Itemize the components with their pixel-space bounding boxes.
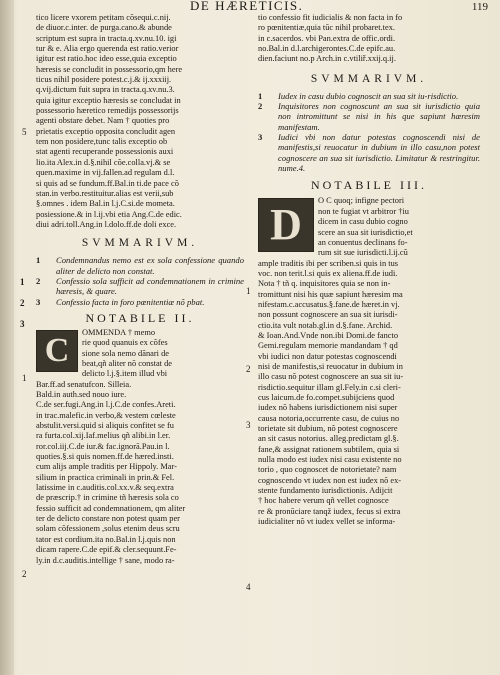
summary-item: [258, 132, 480, 173]
text-line: silium in practica criminali in prin.& Fel.: [36, 472, 175, 482]
left-body-text: [36, 13, 244, 230]
right-body-text: [258, 13, 480, 65]
text-line: an conuentus declinans fo-: [318, 237, 408, 247]
text-line: scere an sua sit iurisdictio,et: [318, 227, 413, 237]
summary-item-number: 1: [258, 90, 263, 101]
text-line: hæresis se concludit in possessorio,qm here: [36, 64, 183, 74]
text-line: ly.in d.c.auditis.intellige † sane, modo ra-: [36, 555, 175, 565]
margin-note-number: 4: [246, 582, 251, 592]
text-line: causa notoria,occurrente casu, de cuius no: [258, 413, 400, 423]
text-line: re & pronūciare tanqž iudex, fecus si extra: [258, 506, 401, 516]
summary-item-text: Inquisitores non cognoscunt an sua sit iurisdictio quia non intromittunt se nisi in his que sapiunt hæresim manifestam.: [278, 101, 480, 132]
text-line: cus laicum.de fo.compet.subijciens quod: [258, 393, 395, 402]
text-line: OMMENDA † memo: [82, 327, 156, 337]
text-line: rum sit sue iurisdicti.l.ij.cũ: [318, 248, 408, 258]
text-line: torio , quo cognoscet de notorietate? nam: [258, 465, 397, 475]
text-line: §.omnes . idem Bal.in l.j.C.si.de mometa.: [36, 199, 175, 209]
summary-list: [258, 91, 480, 174]
text-line: posiessione.& in l.ij.vbi etia Ang.C.de edic.: [36, 209, 182, 219]
text-line: rie quod quanuis ex cõfes: [82, 338, 168, 348]
running-title: DE HÆRETICIS.: [190, 0, 304, 13]
text-line: & Ioan.And.Vnde non.ibi Domi.de fancto: [258, 330, 399, 340]
text-line: de præscrip.† in crimine tñ hæresis sola co: [36, 493, 179, 503]
margin-note-number: 3: [246, 420, 251, 430]
text-line: ctio.ita vult notab.gl.in d.§.fane. Archid.: [258, 320, 393, 330]
text-line: ra furta.col.xij.Iaf.melius qñ alibi.in l.er.: [36, 431, 171, 441]
text-line: si quis ad se fundum.ff.Bal.in ti.de pace cõ: [36, 178, 179, 188]
text-line: torietate sit dubium, nõ potest cognoscere: [258, 424, 398, 434]
text-line: agenti obstare debet. Nam † quoties pro: [36, 116, 170, 126]
text-line: tico licere vxorem petitam cõsequi.c.nij.: [36, 13, 171, 22]
summary-item-text: Condemnandus nemo est ex sola confessione quando aliter de delicto non constat.: [56, 255, 244, 276]
text-line: non possunt cognoscere an sua sit iurisdi-: [258, 310, 398, 320]
text-line: quen.maxime in vij.fallen.ad regulam d.l.: [36, 168, 175, 178]
summary-item: [36, 276, 244, 297]
summary-list: [36, 255, 244, 307]
text-line: tromittunt nisi his quæ sapiunt hæresim ma: [258, 289, 403, 299]
text-line: ticus nihil posidere potest.c.j.& ij.xxxiij.: [36, 75, 172, 85]
notabile-heading: NOTABILE III.: [310, 178, 427, 193]
summary-marker: 2: [20, 298, 25, 308]
text-line: Bar.ff.ad senatufcon. Silleia.: [36, 379, 132, 389]
summary-item: [258, 101, 480, 132]
text-line: in c.sacerdos. vbi Pan.extra de offic.ordi.: [258, 33, 396, 43]
text-line: stan.in verbo.restituitur.alias est verii,sub: [36, 188, 174, 198]
text-line: fane,& assignat rationem subtilem, quia si: [258, 444, 400, 454]
margin-note-number: 5: [22, 127, 27, 137]
summary-item-number: 3: [36, 296, 41, 307]
summary-item: [258, 91, 480, 101]
margin-note-number: 2: [22, 569, 27, 579]
summary-item-text: Iudici vbi non datur potestas cognoscendi nisi de manifestis,si reuocatur in dubium in illo casu,non potest cognoscere an sua sit iurisdictio. Limitatur & restringitur. nume.4.: [278, 132, 480, 174]
text-line: cognoscendo vt iudex non est iudex nõ ex-: [258, 475, 402, 485]
notabile-body: [258, 196, 480, 527]
text-line: solam cõfessionem ,solus etenim deus scru: [36, 524, 180, 534]
text-line: tem non posidere,tunc talis exceptio ob: [36, 137, 168, 147]
page-number: 119: [471, 1, 488, 13]
decorated-initial: [258, 198, 314, 252]
text-line: stente fundamento iurisdictionis. Adijcit: [258, 486, 393, 496]
right-column: [258, 13, 480, 527]
text-line: an sit casus notorius. alleg.predictam gl.§.: [258, 434, 399, 444]
text-line: abstulit.versi.quid si aliquis confitet se fu: [36, 421, 174, 431]
initial-letter: D: [270, 200, 302, 250]
text-line: dicem in casu dubio cogno: [318, 217, 408, 227]
text-line: q.vij.dictum fuit supra in tracta.q.xv.nu.3.: [36, 85, 175, 95]
summary-marker: 1: [20, 277, 25, 287]
summary-heading: SVMMARIVM.: [310, 72, 428, 85]
summary-item: [36, 255, 244, 276]
text-line: scriptum est supra in tracta.q.xv.nu.10. igi: [36, 33, 177, 43]
text-line: latissime in c.auditis.col.xx.v.& seq.extra: [36, 483, 174, 493]
summary-item-number: 2: [258, 101, 263, 112]
text-line: Nota † tñ q. inquisitores quia se non in-: [258, 279, 391, 289]
text-line: C.de ser.fugi.Ang.in l.j.C.de confes.Areti.: [36, 400, 176, 410]
margin-note-number: 2: [246, 364, 251, 374]
text-line: ter de delicto constare non potest quam per: [36, 514, 180, 524]
text-line: cum alijs ample traditis per Hippoly. Mar-: [36, 462, 177, 472]
text-line: iudex nõ habens iurisdictionem nisi super: [258, 403, 398, 413]
text-line: vbi iudici non datur potestas cognoscendi: [258, 351, 397, 361]
text-line: ro pœnitentiæ,quia tūc nihil probaret.tex.: [258, 23, 395, 33]
text-line: igitur est ratio.hoc ideo esse,quia exceptio: [36, 54, 177, 64]
book-spine: [0, 0, 14, 675]
margin-note-number: 1: [246, 286, 251, 296]
text-line: ror.col.iij.C.de iur.& fac.ignorā.Pau.in l.: [36, 441, 170, 451]
notabile-body: [36, 328, 244, 566]
summary-heading: SVMMARIVM.: [81, 237, 199, 250]
decorated-initial: [36, 330, 78, 372]
text-line: fessio sufficit ad condemnationem, qm aliter: [36, 503, 186, 513]
text-line: tur & e. Alia ergo querenda est ratio.verior: [36, 44, 179, 54]
text-line: stat agenti recuperande possessionis auxi: [36, 147, 174, 157]
page-header: [0, 0, 500, 14]
text-line: O C quoq; infigne pectori: [318, 196, 405, 206]
text-line: prietatis exceptio opposita concludit agen: [36, 126, 176, 136]
notabile-heading: NOTABILE II.: [85, 310, 195, 325]
text-line: possessorio hæretico remedijs possessorijs: [36, 106, 179, 116]
summary-item-number: 1: [36, 255, 41, 266]
text-line: in trac.malefic.in verbo,& vestem cœleste: [36, 410, 176, 420]
text-line: illo casu nõ potest cognoscere an sua sit iu-: [258, 372, 404, 382]
text-line: nisi de manifestis,si reuocatur in dubium in: [258, 361, 403, 371]
summary-item-number: 2: [36, 275, 41, 286]
summary-item-text: Confessio facta in foro pœnitentiæ nõ pbat.: [56, 296, 205, 307]
text-line: tio confessio fit iudicialis & non facta in fo: [258, 13, 403, 22]
summary-item-text: Confessio sola sufficit ad condemnationem in crimine hæresis, & quare.: [56, 275, 244, 297]
text-line: † hoc habere verum qñ vellet cognosce: [258, 496, 389, 506]
initial-letter: C: [44, 331, 70, 369]
text-line: Bald.in auth.sed nouo iure.: [36, 390, 127, 399]
text-line: lio.ita Alex.in d.§.nihil cõe.colla.vj.& se: [36, 157, 171, 167]
text-line: quoties.§.si quis nomen.ff.de hæred.insti.: [36, 452, 174, 462]
text-line: non te fugiat vt arbitror †iu: [318, 206, 409, 216]
text-line: ample traditis ibi per scriben.si quis in tus: [258, 258, 399, 268]
left-column: [36, 13, 244, 566]
text-line: de diuor.c.inter. de purga.cano.& abunde: [36, 23, 172, 33]
text-line: nulla modo est iudex nisi casu existente no: [258, 455, 402, 465]
summary-item-text: Iudex in casu dubio cognoscit an sua sit iu-risdictio.: [278, 90, 459, 101]
margin-note-number: 1: [22, 373, 27, 383]
summary-item-number: 3: [258, 132, 263, 143]
text-line: quia igitur exceptio hæresis se concludat in: [36, 95, 181, 105]
text-line: beat,qñ aliter nõ constat de: [82, 358, 172, 368]
text-line: voc. non terit.l.si quis ex aliena.ff.de iudi.: [258, 268, 398, 278]
summary-marker: 3: [20, 319, 25, 329]
text-line: dicam rapere.C.de epif.& cler.sequunt.Fe-: [36, 545, 177, 555]
text-line: nifestam.c.accusatus.§.fane.de hæret.in vj.: [258, 299, 400, 309]
text-line: diui adri.toll.Ang.in l.dolo.ff.de doli exce.: [36, 219, 177, 229]
text-line: dien.faciunt no.p Arch.in c.vtiliř.xxij.q.ij.: [258, 54, 396, 64]
text-line: sione sola nemo dãnari de: [82, 348, 169, 358]
text-line: no.Bal.in d.l.archigerontes.C.de epifc.au.: [258, 44, 396, 54]
text-line: risdictio.sequitur illam gl.Fely.in c.si cleri-: [258, 382, 401, 392]
text-line: iudicialiter nõ vt iudex vellet se informa-: [258, 517, 396, 527]
text-line: delicto l.j.§.item illud vbi: [82, 369, 168, 379]
text-line: Gemi.regulam memorie mandandam † qd: [258, 341, 398, 351]
text-line: tator est cordium.ita no.Bal.in l.j.quis non: [36, 534, 176, 544]
summary-item: [36, 297, 244, 307]
